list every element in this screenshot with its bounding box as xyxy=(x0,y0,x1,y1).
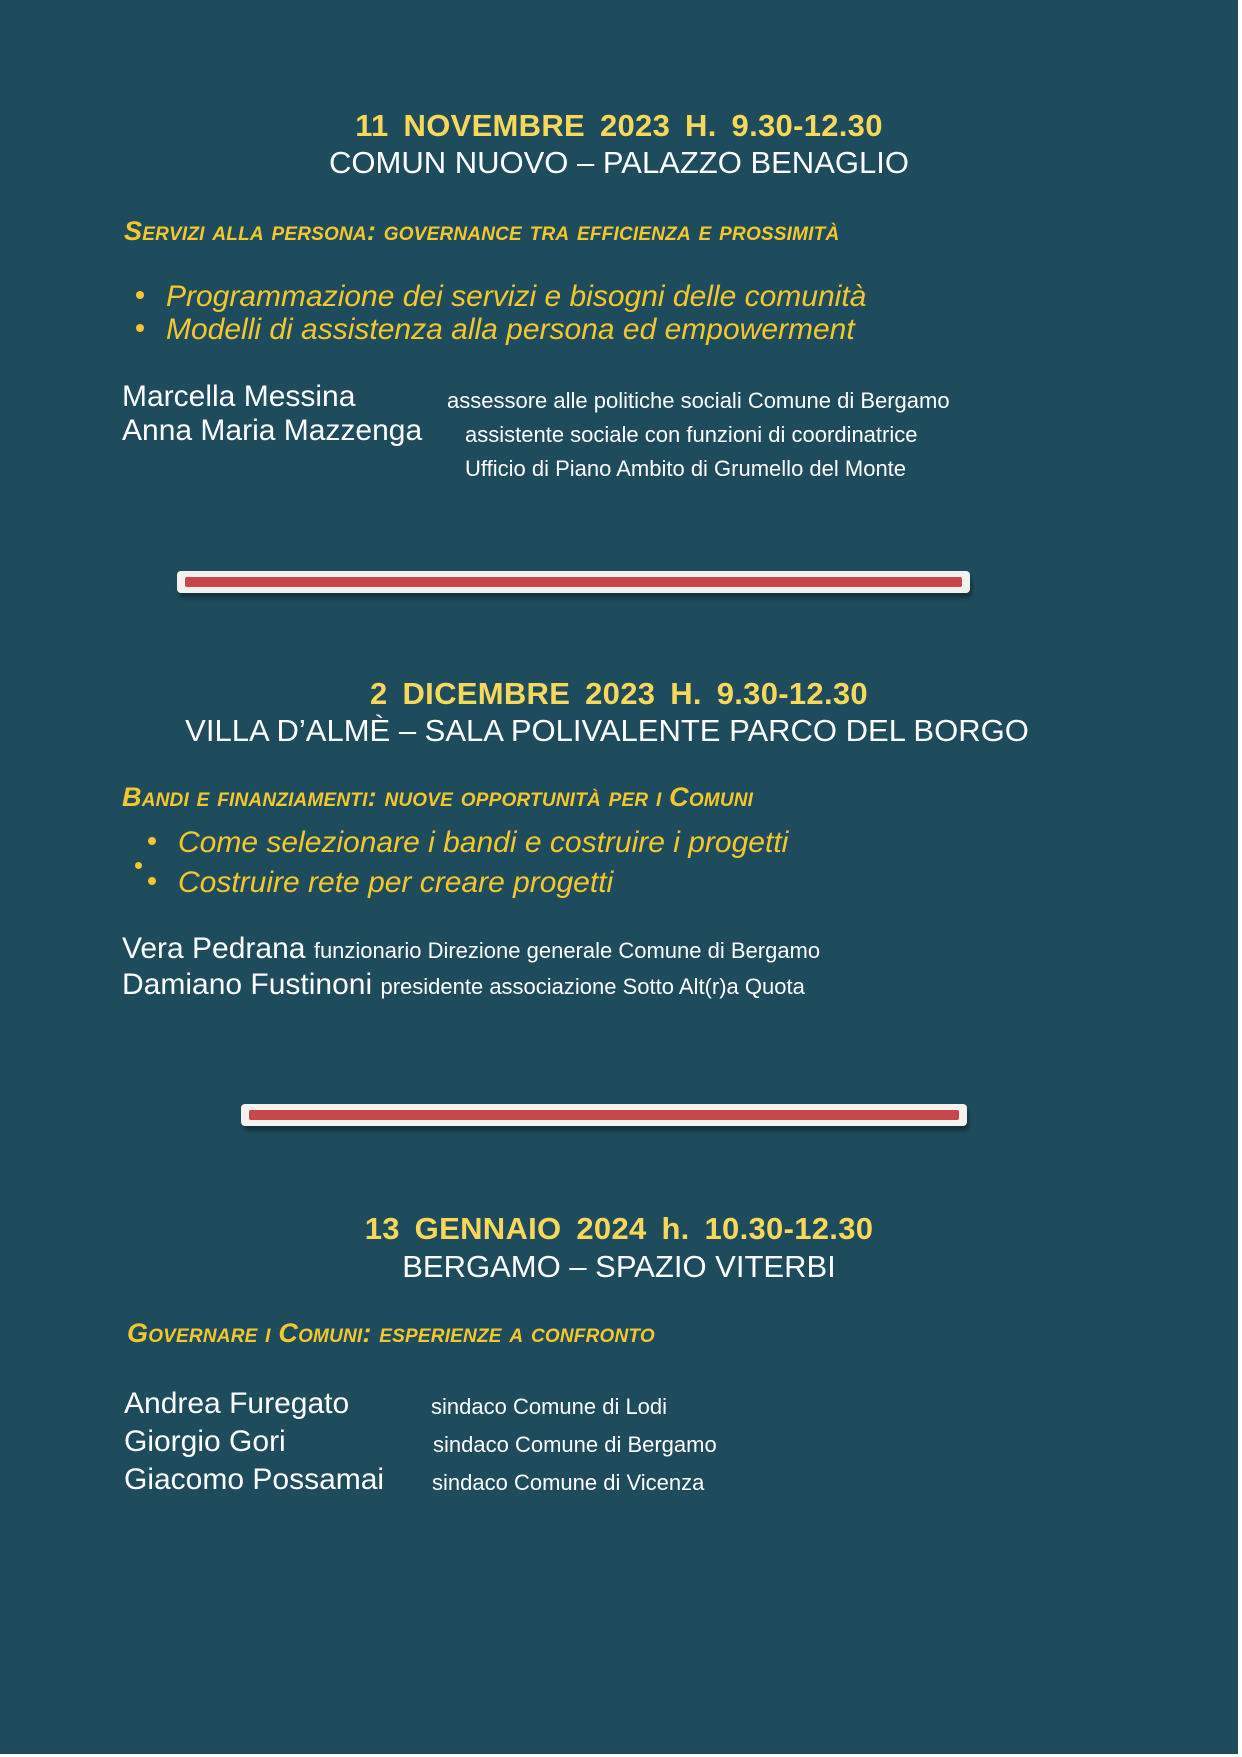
bullet-dot-icon xyxy=(148,877,156,885)
stray-bullet-dot-icon xyxy=(135,862,142,869)
event-3-speaker-1-name: Andrea Furegato xyxy=(124,1387,350,1420)
event-3-speaker-1-role: sindaco Comune di Lodi xyxy=(431,1394,668,1419)
bullet-dot-icon xyxy=(136,324,144,332)
event-1-speaker-2-name: Anna Maria Mazzenga xyxy=(122,414,423,447)
event-1-speaker-1-role: assessore alle politiche sociali Comune di Bergamo xyxy=(447,388,950,413)
event-3-speaker-2-role: sindaco Comune di Bergamo xyxy=(433,1432,717,1457)
bullet-dot-icon xyxy=(136,291,144,299)
event-1-topic: Servizi alla persona: governance tra efficienza e prossimità xyxy=(124,216,840,246)
event-2-bullet-2: Costruire rete per creare progetti xyxy=(148,866,613,900)
event-2-speaker-1-name: Vera Pedrana funzionario Direzione generale Comune di Bergamo xyxy=(122,932,821,965)
event-1-date: 11 NOVEMBRE 2023 H. 9.30-12.30 xyxy=(355,108,883,143)
event-1-speaker-1-name: Marcella Messina xyxy=(122,380,356,413)
event-1-bullet-1: Programmazione dei servizi e bisogni delle comunità xyxy=(136,280,866,314)
event-2-place: VILLA D’ALMÈ – SALA POLIVALENTE PARCO DEL BORGO xyxy=(185,713,1029,748)
section-divider xyxy=(177,571,970,593)
event-3-speaker-3-role: sindaco Comune di Vicenza xyxy=(432,1470,705,1495)
event-2-bullet-1: Come selezionare i bandi e costruire i progetti xyxy=(148,826,788,860)
event-1-speaker-2-role-line-2: Ufficio di Piano Ambito di Grumello del Monte xyxy=(465,456,907,481)
event-3-date: 13 GENNAIO 2024 h. 10.30-12.30 xyxy=(364,1211,874,1246)
event-2-date: 2 DICEMBRE 2023 H. 9.30-12.30 xyxy=(370,676,868,711)
bullet-dot-icon xyxy=(148,837,156,845)
event-1-place: COMUN NUOVO – PALAZZO BENAGLIO xyxy=(329,145,909,180)
event-3-topic: Governare i Comuni: esperienze a confronto xyxy=(127,1318,655,1348)
event-2-speaker-2-name: Damiano Fustinoni presidente associazione Sotto Alt(r)a Quota xyxy=(122,968,805,1001)
event-1-speaker-2-role: assistente sociale con funzioni di coordinatrice xyxy=(465,422,918,447)
event-2-topic: Bandi e finanziamenti: nuove opportunità per i Comuni xyxy=(122,782,754,812)
event-3-place: BERGAMO – SPAZIO VITERBI xyxy=(402,1249,836,1284)
section-divider xyxy=(241,1104,967,1126)
event-3-speaker-3-name: Giacomo Possamai xyxy=(124,1463,385,1496)
event-2-speaker-2-role: presidente associazione Sotto Alt(r)a Quota xyxy=(380,974,805,999)
event-2-speaker-1-role: funzionario Direzione generale Comune di Bergamo xyxy=(313,938,821,963)
event-3-speaker-2-name: Giorgio Gori xyxy=(124,1425,286,1458)
event-1-bullet-2: Modelli di assistenza alla persona ed empowerment xyxy=(136,313,855,347)
